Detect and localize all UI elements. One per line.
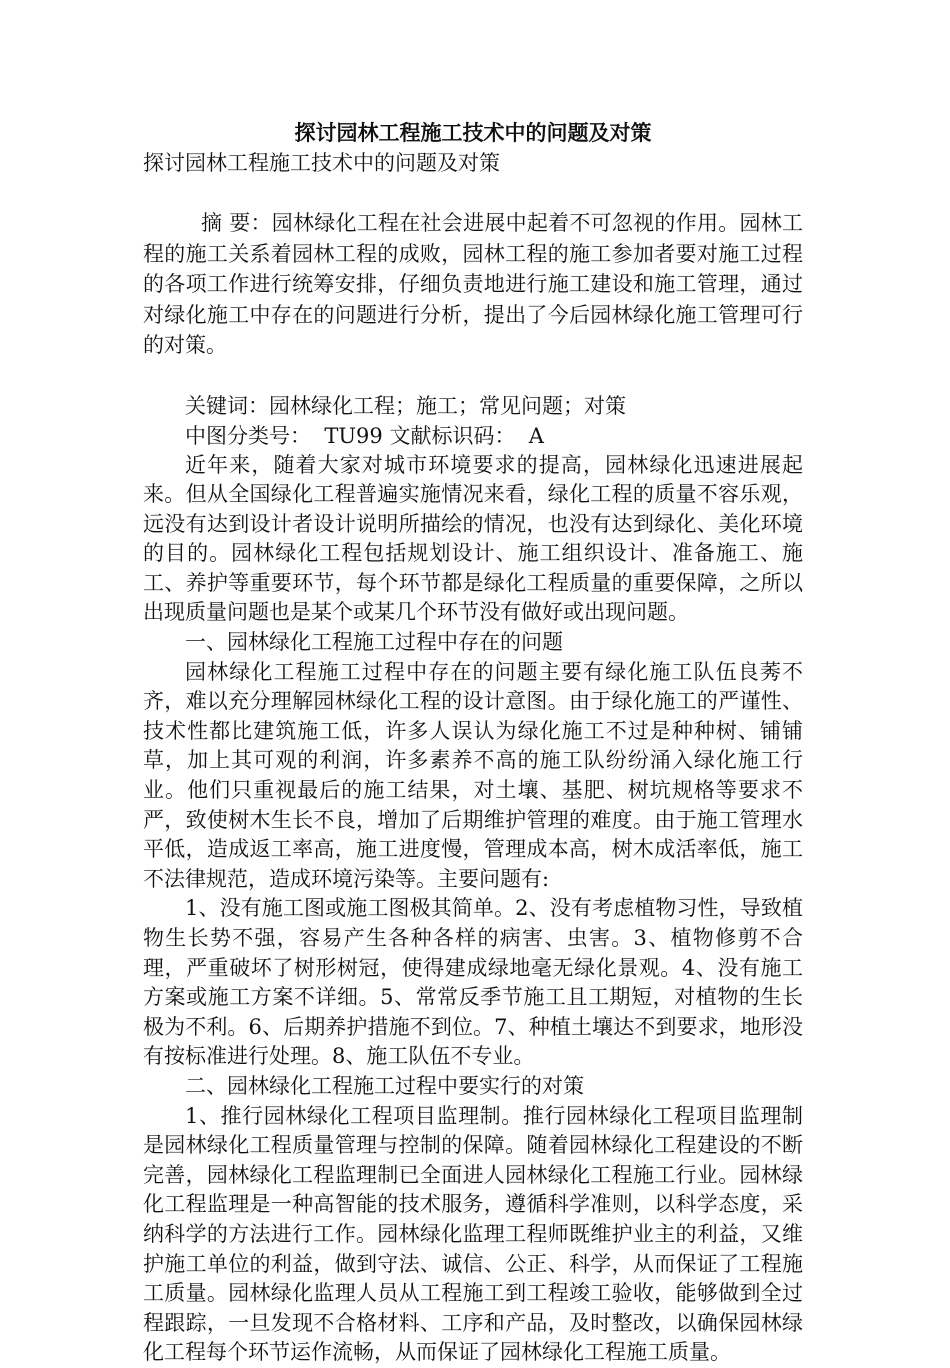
section-2-heading: 二、园林绿化工程施工过程中要实行的对策 <box>185 1073 584 1098</box>
document-page <box>143 118 803 1368</box>
document-subtitle: 探讨园林工程施工技术中的问题及对策 <box>143 151 500 175</box>
spacer <box>143 178 803 208</box>
section-1-paragraph-1: 园林绿化工程施工过程中存在的问题主要有绿化施工队伍良莠不齐，难以充分理解园林绿化工程的设计意图。由于绿化施工的严谨性、技术性都比建筑施工低，许多人误认为绿化施工不过是种种树、铺铺草，加上其可观的利润，许多素养不高的施工队纷纷涌入绿化施工行业。他们只重视最后的施工结果，对土壤、基肥、树坑规格等要求不严，致使树木生长不良，增加了后期维护管理的难度。由于施工管理水平低，造成返工率高，施工进度慢，管理成本高，树木成活率低，施工不法律规范，造成环境污染等。主要问题有: <box>143 659 803 891</box>
keywords-line: 关键词：园林绿化工程；施工；常见问题；对策 <box>185 393 626 418</box>
document-title: 探讨园林工程施工技术中的问题及对策 <box>294 120 652 145</box>
spacer <box>143 361 803 391</box>
section-1-heading: 一、园林绿化工程施工过程中存在的问题 <box>185 630 563 655</box>
classification-line: 中图分类号： TU99 文献标识码： A <box>185 423 544 448</box>
abstract-paragraph: 摘 要：园林绿化工程在社会进展中起着不可忽视的作用。园林工程的施工关系着园林工程的成败，园林工程的施工参加者要对施工过程的各项工作进行统筹安排，仔细负责地进行施工建设和施工管理，通过对绿化施工中存在的问题进行分析，提出了今后园林绿化施工管理可行的对策。 <box>143 211 803 357</box>
intro-paragraph: 近年来，随着大家对城市环境要求的提高，园林绿化迅速进展起来。但从全国绿化工程普遍实施情况来看，绿化工程的质量不容乐观，远没有达到设计者设计说明所描绘的情况，也没有达到绿化、美化环境的目的。园林绿化工程包括规划设计、施工组织设计、准备施工、施工、养护等重要环节，每个环节都是绿化工程质量的重要保障，之所以出现质量问题也是某个或某几个环节没有做好或出现问题。 <box>143 452 803 625</box>
section-1-paragraph-2: 1、没有施工图或施工图极其简单。2、没有考虑植物习性，导致植物生长势不强，容易产生各种各样的病害、虫害。3、植物修剪不合理，严重破坏了树形树冠，使得建成绿地毫无绿化景观。4、没有施工方案或施工方案不详细。5、常常反季节施工且工期短，对植物的生长极为不利。6、后期养护措施不到位。7、种植土壤达不到要求，地形没有按标准进行处理。8、施工队伍不专业。 <box>143 896 803 1069</box>
section-2-paragraph-1: 1、推行园林绿化工程项目监理制。推行园林绿化工程项目监理制是园林绿化工程质量管理与控制的保障。随着园林绿化工程建设的不断完善，园林绿化工程监理制已全面进人园林绿化工程施工行业。园林绿化工程监理是一种高智能的技术服务，遵循科学准则，以科学态度，采纳科学的方法进行工作。园林绿化监理工程师既维护业主的利益，又维护施工单位的利益，做到守法、诚信、公正、科学，从而保证了工程施工质量。园林绿化监理人员从工程施工到工程竣工验收，能够做到全过程跟踪，一旦发现不合格材料、工序和产品，及时整改，以确保园林绿化工程每个环节运作流畅，从而保证了园林绿化工程施工质量。 <box>143 1103 803 1365</box>
